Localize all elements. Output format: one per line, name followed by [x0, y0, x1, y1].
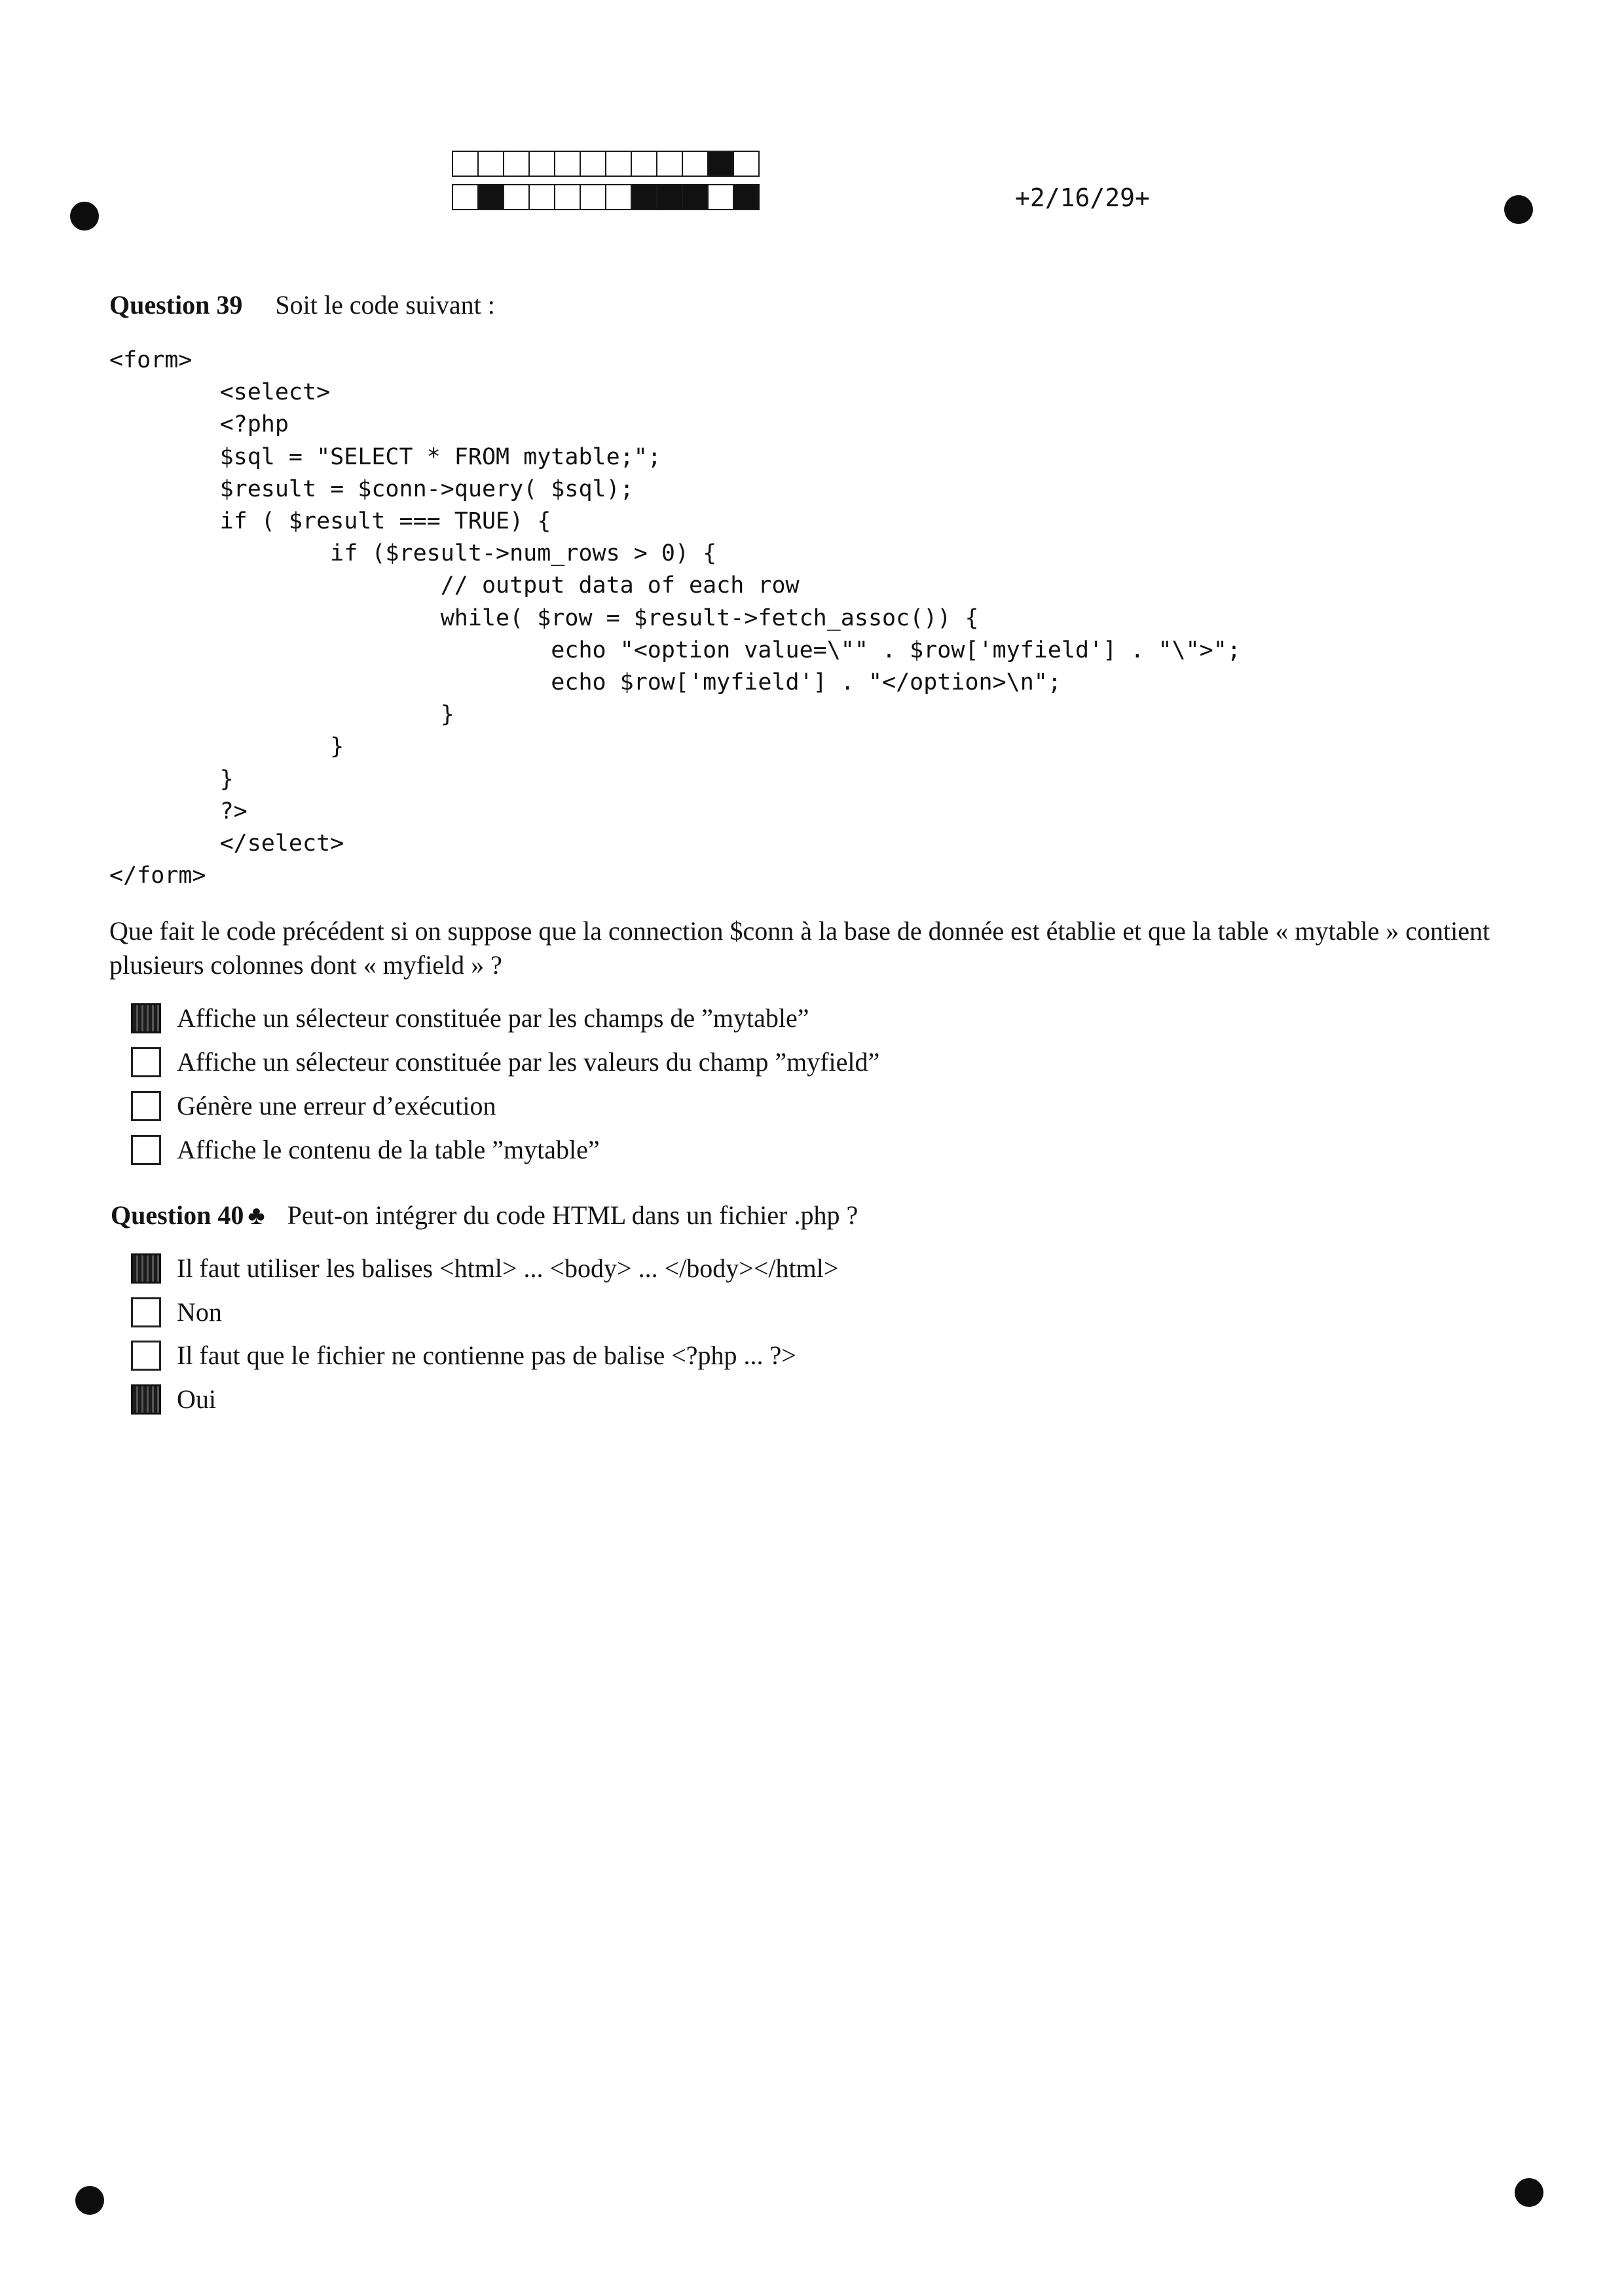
q40-option-2[interactable]: [131, 1297, 222, 1327]
question-39-header: [109, 289, 495, 320]
code-cell: [707, 184, 734, 210]
q39-option-2-checkbox[interactable]: [131, 1047, 161, 1077]
q40-option-3-text: Il faut que le fichier ne contienne pas de balise <?php ... ?>: [177, 1341, 796, 1370]
code-cell: [605, 151, 632, 177]
code-cell: [733, 151, 760, 177]
code-cell: [580, 151, 606, 177]
registration-mark-top-left: [70, 202, 99, 231]
code-cell: [554, 184, 581, 210]
q39-option-1[interactable]: [131, 1003, 809, 1033]
q39-option-3[interactable]: [131, 1090, 496, 1121]
sheet-id-code-row-1: [452, 151, 758, 177]
code-cell: [477, 151, 504, 177]
code-cell: [656, 184, 683, 210]
q39-option-3-text: Génère une erreur d’exécution: [177, 1091, 496, 1120]
q40-option-1-text: Il faut utiliser les balises <html> ... <body> ... </body></html>: [177, 1253, 839, 1283]
page-number: +2/16/29+: [1015, 183, 1150, 212]
code-cell: [452, 184, 479, 210]
q39-option-4-checkbox[interactable]: [131, 1135, 161, 1165]
q39-option-1-text: Affiche un sélecteur constituée par les champs de ”mytable”: [177, 1003, 809, 1033]
q40-option-1-checkbox[interactable]: [131, 1253, 161, 1284]
code-cell: [528, 151, 555, 177]
question-40-intro: Peut-on intégrer du code HTML dans un fichier .php ?: [287, 1200, 858, 1230]
code-cell: [580, 184, 606, 210]
q40-option-4-text: Oui: [177, 1384, 216, 1414]
q40-option-2-checkbox[interactable]: [131, 1297, 161, 1327]
q40-option-3-checkbox[interactable]: [131, 1341, 161, 1371]
q39-option-2[interactable]: [131, 1046, 879, 1077]
registration-mark-bottom-left: [75, 2186, 104, 2215]
code-listing: <form> <select> <?php $sql = "SELECT * FROM mytable;"; $result = $conn->query( $sql); if ( $result === TRUE) { if ($result->num_rows > 0) { // output data of each row while( $row = $result->fetch_assoc()) { echo "<option value=\"" . $row['myfield'] . "\">"; echo $row['myfield'] . "</option>\n"; } } } ?> </select> </form>: [109, 347, 1241, 889]
code-cell: [503, 184, 530, 210]
question-39-intro: Soit le code suivant :: [275, 290, 495, 320]
code-cell: [554, 151, 581, 177]
q39-option-4[interactable]: [131, 1134, 600, 1165]
registration-mark-top-right: [1504, 195, 1533, 224]
registration-mark-bottom-right: [1515, 2178, 1543, 2207]
code-cell: [707, 151, 734, 177]
q39-option-1-checkbox[interactable]: [131, 1003, 161, 1033]
code-cell: [733, 184, 760, 210]
q40-option-4[interactable]: [131, 1384, 216, 1415]
code-cell: [631, 151, 657, 177]
club-icon: ♣: [248, 1200, 265, 1230]
code-cell: [631, 184, 657, 210]
question-39-prompt: Que fait le code précédent si on suppose que la connection $conn à la base de donnée est établie et que la table « mytable » contient plusieurs colonnes dont « myfield » ?: [109, 916, 1490, 980]
q39-option-2-text: Affiche un sélecteur constituée par les valeurs du champ ”myfield”: [177, 1047, 880, 1077]
sheet-id-code-row-2: [452, 184, 758, 210]
code-cell: [452, 151, 479, 177]
code-cell: [656, 151, 683, 177]
code-cell: [605, 184, 632, 210]
q40-option-2-text: Non: [177, 1297, 222, 1327]
q40-option-1[interactable]: [131, 1253, 838, 1284]
code-cell: [503, 151, 530, 177]
code-cell: [682, 151, 709, 177]
q40-option-4-checkbox[interactable]: [131, 1384, 161, 1415]
question-40-label: Question 40: [111, 1200, 244, 1230]
code-cell: [477, 184, 504, 210]
question-40-header: [111, 1200, 858, 1231]
q40-option-3[interactable]: [131, 1340, 796, 1371]
code-cell: [682, 184, 709, 210]
code-cell: [528, 184, 555, 210]
question-39-label: Question 39: [109, 290, 243, 320]
q39-option-4-text: Affiche le contenu de la table ”mytable”: [177, 1135, 600, 1164]
q39-option-3-checkbox[interactable]: [131, 1091, 161, 1121]
